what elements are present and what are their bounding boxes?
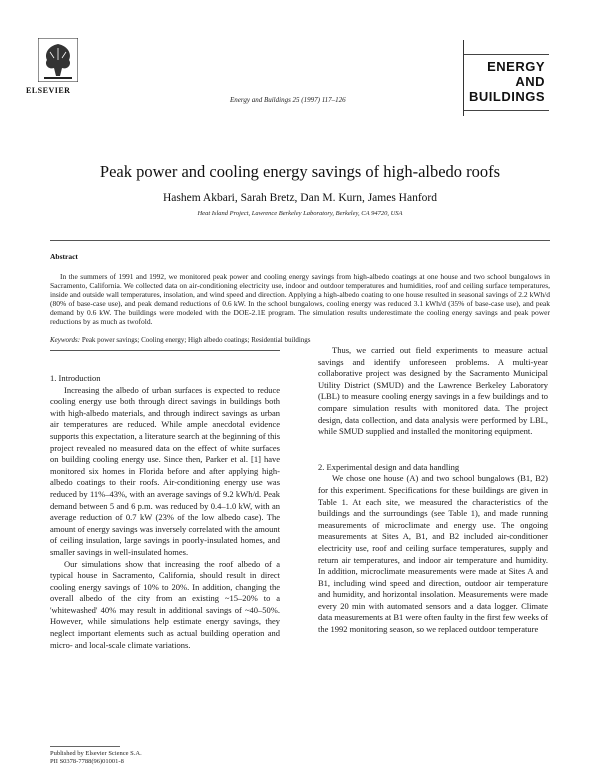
body-paragraph: Our simulations show that increasing the roof albedo of a typical house in Sacramento, California, should result in direct cooling energy savings of 10% to 20%. In addition, changing the overall albedo of the city from an existing ~15–20% to a 'whitewashed' 40% may result in additional savings of ~40–50%. However, while simulations help estimate energy savings, they neglect important elements such as actual building operation and micro- and local-scale climate variations. (50, 558, 280, 650)
section-heading-experimental-design: 2. Experimental design and data handling (318, 461, 460, 472)
footnote-pii: PII S0378-7788(96)01001-8 (50, 758, 124, 765)
publisher-name: ELSEVIER (26, 86, 71, 95)
publication-footnote (50, 750, 142, 766)
body-paragraph: We chose one house (A) and two school bungalows (B1, B2) for this experiment. Specifications for these buildings are given in Table 1. At each site, we measured the characteristics of the buildings and the surroundings (see Table 1), and made running measurements of microclimate and energy use. The ongoing measurements at Sites A, B1, and B2 included air-conditioner electricity use, roof and ceiling surface temperatures, supply and return air temperatures, and indoor air temperature and humidity. In addition, microclimate measurements were made at Sites A and B1, including wind speed and direction, outdoor air temperature and humidity, and horizontal insolation. Measurements were made every 20 min with automated sensors and a data logger. Climate data measurements at B1 were often faulty in the first few weeks of the 1992 monitoring season, so we replaced outdoor temperature (318, 473, 548, 635)
paper-title: Peak power and cooling energy savings of high-albedo roofs (99, 162, 501, 181)
journal-title-word-2: AND (515, 74, 545, 89)
paper-authors: Hashem Akbari, Sarah Bretz, Dan M. Kurn, James Hanford (162, 192, 437, 204)
journal-title-word-1: ENERGY (487, 59, 545, 74)
body-paragraph: Increasing the albedo of urban surfaces is expected to reduce cooling energy use both through direct savings in buildings both with high-albedo materials, and through indirect savings as urban air temperatures are reduced. While ample anecdotal evidence supports this expectation, a literature search at the beginning of this project revealed no measured data on the effect of white surfaces on building cooling energy use. Since then, Parker et al. [1] have monitored six homes in Florida before and after applying high-albedo coatings to their roofs. Air-conditioning energy use was reduced by 11%–43%, with an average savings of 9.2 kWh/d. Peak demand between 5 and 6 p.m. was reduced by 0.4–1.0 kW, with an average reduction of 0.7 kW (23% of the low albedo case). The amount of energy savings was inversely correlated with the amount of ceiling insulation, large savings in poorly-insulated homes, and smaller savings in well-insulated homes. (50, 384, 280, 557)
journal-title-box (463, 40, 549, 116)
abstract-top-rule (50, 240, 550, 241)
right-column (318, 345, 548, 636)
footnote-publisher: Published by Elsevier Science S.A. (50, 750, 142, 757)
abstract-heading: Abstract (50, 252, 78, 261)
keywords-line (50, 336, 550, 344)
body-paragraph: Thus, we carried out field experiments to measure actual savings and identify unforeseen problems. A multi-year collaborative project was designed by the Sacramento Municipal Utility District (SMUD) and the Lawrence Berkeley Laboratory (LBL) to measure cooling energy savings in a few buildings and to compare simulation results with monitored data. The project design, data collection, and data analysis were performed by LBL, while SMUD supplied and installed the monitoring equipment. (318, 345, 548, 437)
author-affiliation: Heat Island Project, Lawrence Berkeley Laboratory, Berkeley, CA 94720, USA (197, 210, 403, 217)
section-heading-introduction: 1. Introduction (50, 373, 101, 383)
journal-title-word-3: BUILDINGS (469, 89, 545, 104)
journal-reference: Energy and Buildings 25 (1997) 117–126 (230, 96, 346, 104)
keywords-bottom-rule (50, 350, 280, 351)
elsevier-tree-logo-icon (38, 38, 78, 82)
keywords-label: Keywords: (50, 336, 81, 344)
keywords-text: Peak power savings; Cooling energy; High albedo coatings; Residential buildings (81, 336, 311, 344)
left-column (50, 373, 280, 651)
abstract-text: In the summers of 1991 and 1992, we monitored peak power and cooling energy savings from high-albedo coatings at one house and two school bungalows in Sacramento, California. We collected data on air-conditioning electricity use, indoor and outdoor temperatures and humidities, roof and ceiling surface temperatures, inside and outside wall temperatures, insolation, and wind speed and direction. Applying a high-albedo coating to one house resulted in seasonal savings of 2.2 kWh/d (80% of base-case use), and peak demand reductions of 0.6 kW. In the school bungalows, cooling energy was reduced 3.1 kWh/d (35% of base-case use), and peak demand by 0.6 kW. The buildings were modeled with the DOE-2.1E program. The simulation results underestimate the cooling energy savings and peak power reductions by as much as twofold. (50, 272, 550, 326)
footnote-rule (50, 746, 120, 747)
